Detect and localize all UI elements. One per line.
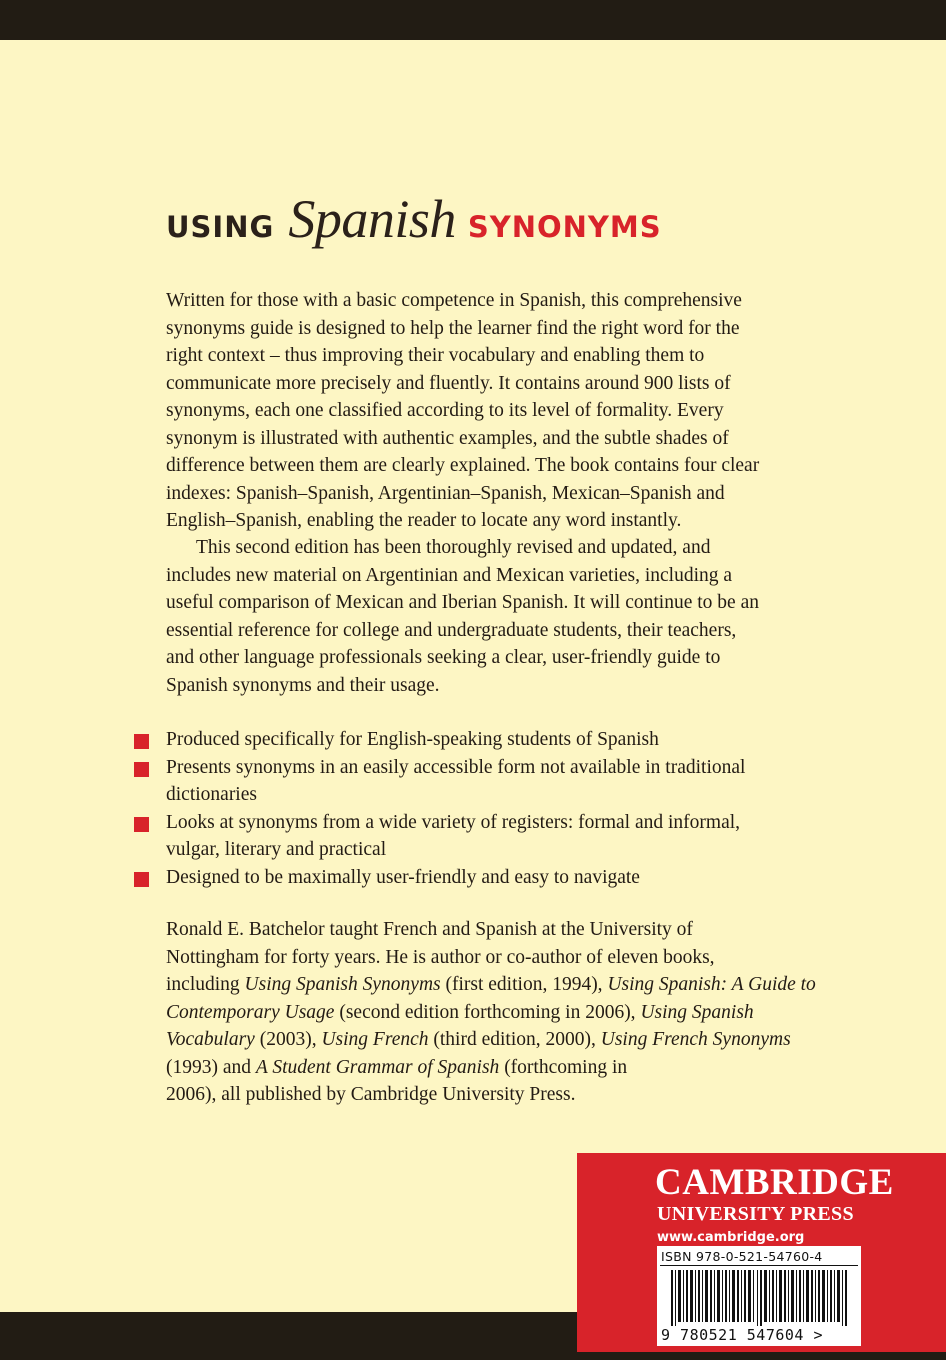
red-square-bullet-icon [134,817,149,832]
text-run: (forthcoming in [499,1056,628,1078]
publisher-url: www.cambridge.org [657,1230,805,1245]
text-line: Spanish synonyms and their usage. [166,674,440,696]
text-line: Ronald E. Batchelor taught French and Spanish at the University of [166,919,693,940]
text-run: (1993) and [166,1056,256,1078]
red-square-bullet-icon [134,872,149,887]
book-title-ref: Vocabulary [166,1029,255,1050]
text-line: difference between them are clearly explained. The book contains four clear [166,455,760,476]
text-line: vulgar, literary and practical [166,839,387,860]
title-spanish: Spanish [288,189,456,249]
text-line [166,1054,826,1082]
book-title-ref: Using Spanish Synonyms [244,974,441,995]
publisher-block [577,1153,946,1352]
text-line [166,1026,826,1054]
text-line: essential reference for college and undergraduate students, their teachers, [166,619,737,641]
back-cover [0,40,946,1344]
red-square-bullet-icon [134,762,149,777]
feature-list [134,726,834,891]
book-title-ref: Using French Synonyms [600,1029,791,1050]
feature-item [134,809,834,864]
text-line: and other language professionals seeking a clear, user-friendly guide to [166,647,721,668]
text-run: (2003), [254,1029,322,1050]
feature-item [134,754,834,809]
text-run: (third edition, 2000), [428,1029,601,1050]
text-line: Nottingham for forty years. He is author or co-author of eleven books, [166,946,715,968]
barcode-digits: 9 780521 547604 > [661,1326,824,1344]
text-line: Designed to be maximally user-friendly and easy to navigate [166,866,640,888]
text-line: Looks at synonyms from a wide variety of registers: formal and informal, [166,811,741,833]
book-title-ref: Using Spanish [640,1001,754,1023]
book-title-ref: A Student Grammar of Spanish [255,1056,500,1078]
text-line: 2006), all published by Cambridge University Press. [166,1084,576,1105]
text-line: This second edition has been thoroughly revised and updated, and [196,537,711,558]
text-line: useful comparison of Mexican and Iberian Spanish. It will continue to be an [166,592,759,613]
text-line: right context – thus improving their vocabulary and enabling them to [166,345,705,366]
text-line: dictionaries [166,784,257,805]
text-line: English–Spanish, enabling the reader to locate any word instantly. [166,510,682,531]
publisher-logo-sub: UNIVERSITY PRESS [657,1203,854,1225]
title-synonyms: SYNONYMS [467,210,662,244]
book-title-ref: Using Spanish: A Guide to [607,974,816,995]
text-line: Written for those with a basic competence in Spanish, this comprehensive [166,290,742,311]
text-run: (second edition forthcoming in 2006), [334,1001,641,1023]
text-line [166,999,826,1027]
text-line: synonyms guide is designed to help the learner find the right word for the [166,317,740,339]
text-line: indexes: Spanish–Spanish, Argentinian–Spanish, Mexican–Spanish and [166,482,725,504]
text-line: communicate more precisely and fluently. It contains around 900 lists of [166,372,731,394]
description-paragraph-1 [166,287,826,535]
isbn-divider [660,1265,858,1266]
book-title [166,188,662,252]
text-line: Produced specifically for English-speaking students of Spanish [166,729,659,750]
text-run: (first edition, 1994), [440,974,608,995]
text-line: includes new material on Argentinian and Mexican varieties, including a [166,564,733,586]
feature-item [134,726,834,754]
feature-item [134,864,834,892]
text-line: synonyms, each one classified according to its level of formality. Every [166,400,724,421]
red-square-bullet-icon [134,734,149,749]
title-using: USING [166,210,275,244]
description-paragraph-2 [166,534,826,699]
publisher-logo-name: CAMBRIDGE [655,1162,894,1203]
book-title-ref: Using French [321,1029,429,1050]
author-bio [166,916,826,1109]
text-line: Presents synonyms in an easily accessible form not available in traditional [166,756,746,778]
text-line: synonym is illustrated with authentic examples, and the subtle shades of [166,427,729,449]
text-run: including [166,974,245,995]
barcode-icon [669,1270,851,1326]
book-title-ref: Contemporary Usage [166,1001,335,1023]
isbn-label: ISBN 978-0-521-54760-4 [661,1249,823,1264]
text-line [166,971,826,999]
isbn-barcode [657,1246,861,1346]
